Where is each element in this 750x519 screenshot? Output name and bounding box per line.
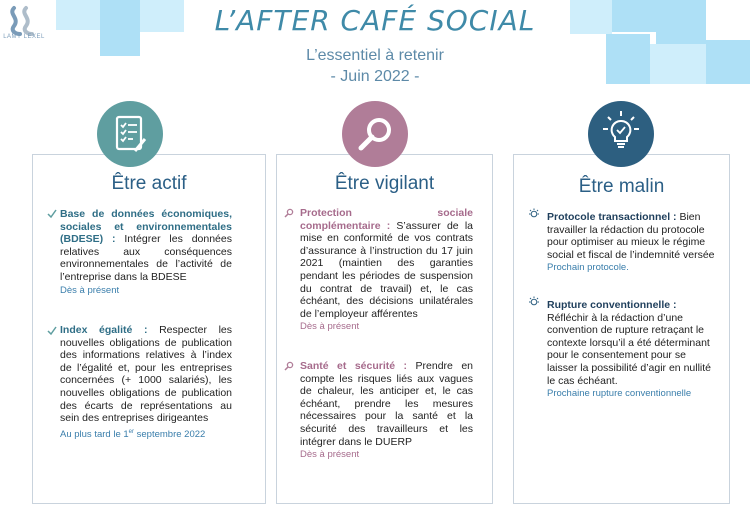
decor-tile xyxy=(570,0,612,34)
list-item xyxy=(547,299,717,401)
magnifier-bullet-icon xyxy=(284,208,294,218)
list-item xyxy=(547,211,717,275)
item-text: Intégrer les données relatives aux conséquences environnementales de l’activité de l’entreprise dans la BDESE xyxy=(60,233,232,283)
check-bullet-icon xyxy=(47,326,57,336)
item-heading: Protection sociale complémentaire : xyxy=(300,207,473,232)
decor-tile xyxy=(56,0,100,30)
magnifier-bullet-icon xyxy=(284,361,294,371)
list-item xyxy=(300,207,473,334)
item-text: Respecter les nouvelles obligations de publication des informations relatives à l’index de l’égalité et, pour les entreprises concernées (+ 1000 salariés), les nouvelles obligations de publication des écarts de représentations au sein des entreprises dirigeantes xyxy=(60,324,232,425)
item-date-prefix: Au plus tard le 1 xyxy=(60,428,129,440)
item-text: Prendre en compte les risques liés aux vagues de chaleur, les anticiper et, le cas échéant, prendre les mesures nécessaires pour la santé et la sécurité des travailleurs et les intégrer dans le DUERP xyxy=(300,360,473,448)
lightbulb-bullet-icon xyxy=(528,208,540,220)
lightbulb-bullet-icon xyxy=(528,296,540,308)
subtitle-date: - Juin 2022 - xyxy=(330,68,420,85)
item-date: Prochaine rupture conventionnelle xyxy=(547,388,692,400)
item-heading: Santé et sécurité : xyxy=(300,360,408,372)
decor-tile xyxy=(656,0,706,44)
column-title-vigilant: Être vigilant xyxy=(334,173,435,194)
magnifier-icon xyxy=(342,101,408,167)
item-heading: Rupture conventionnelle : xyxy=(547,299,677,311)
subtitle-line: L’essentiel à retenir xyxy=(306,47,444,64)
checklist-icon xyxy=(97,101,163,167)
item-date-sup: er xyxy=(128,428,134,435)
check-bullet-icon xyxy=(47,209,57,219)
logo xyxy=(6,4,42,50)
item-heading: Index égalité : xyxy=(60,324,148,336)
decor-tile xyxy=(100,0,140,56)
list-item xyxy=(60,208,232,297)
logo-mark-icon xyxy=(6,4,42,38)
list-item xyxy=(300,360,473,462)
decor-tile xyxy=(606,34,650,84)
item-heading: Protocole transactionnel : xyxy=(547,211,677,223)
column-title-malin: Être malin xyxy=(578,176,665,197)
decor-tile xyxy=(140,0,184,32)
item-heading: Base de données économiques, sociales et environnementales (BDESE) : xyxy=(60,208,232,246)
lightbulb-icon-circle xyxy=(588,101,654,167)
lightbulb-icon xyxy=(588,101,654,167)
column-title-actif: Être actif xyxy=(111,173,187,194)
item-date-suffix: septembre 2022 xyxy=(134,428,206,440)
item-date: Dès à présent xyxy=(300,321,360,333)
item-text: Bien travailler la rédaction du protocole pour optimiser au mieux le régime social et fiscal de l’indemnité versée xyxy=(547,211,715,261)
page-subtitle xyxy=(200,45,550,87)
list-item xyxy=(60,324,232,442)
item-date xyxy=(60,426,232,442)
item-date: Prochain protocole. xyxy=(547,262,629,274)
item-text: S’assurer de la mise en conformité de vos contrats d’assurance à l’instruction du 17 juin 2021 (maintien des garanties pendant les périodes de suspension du contrat de travail) et, le cas échéant, des décisions unilatérales de l’employeur afférentes xyxy=(300,219,473,320)
item-date: Dès à présent xyxy=(60,284,120,296)
decor-tile xyxy=(612,0,656,32)
item-text: Réfléchir à la rédaction d’une convention de rupture retraçant le contexte lorsqu’il a été déterminant pour le consentement pour se laisser la possibilité d’agir en nullité le cas échéant. xyxy=(547,311,712,387)
item-date: Dès à présent xyxy=(300,449,360,461)
logo-text: LAMY LEXEL xyxy=(3,34,45,40)
page-title: L’AFTER CAFÉ SOCIAL xyxy=(214,4,536,37)
magnifier-icon-circle xyxy=(342,101,408,167)
checklist-icon-circle xyxy=(97,101,163,167)
decor-tile xyxy=(706,40,750,84)
decor-tile xyxy=(650,44,706,84)
